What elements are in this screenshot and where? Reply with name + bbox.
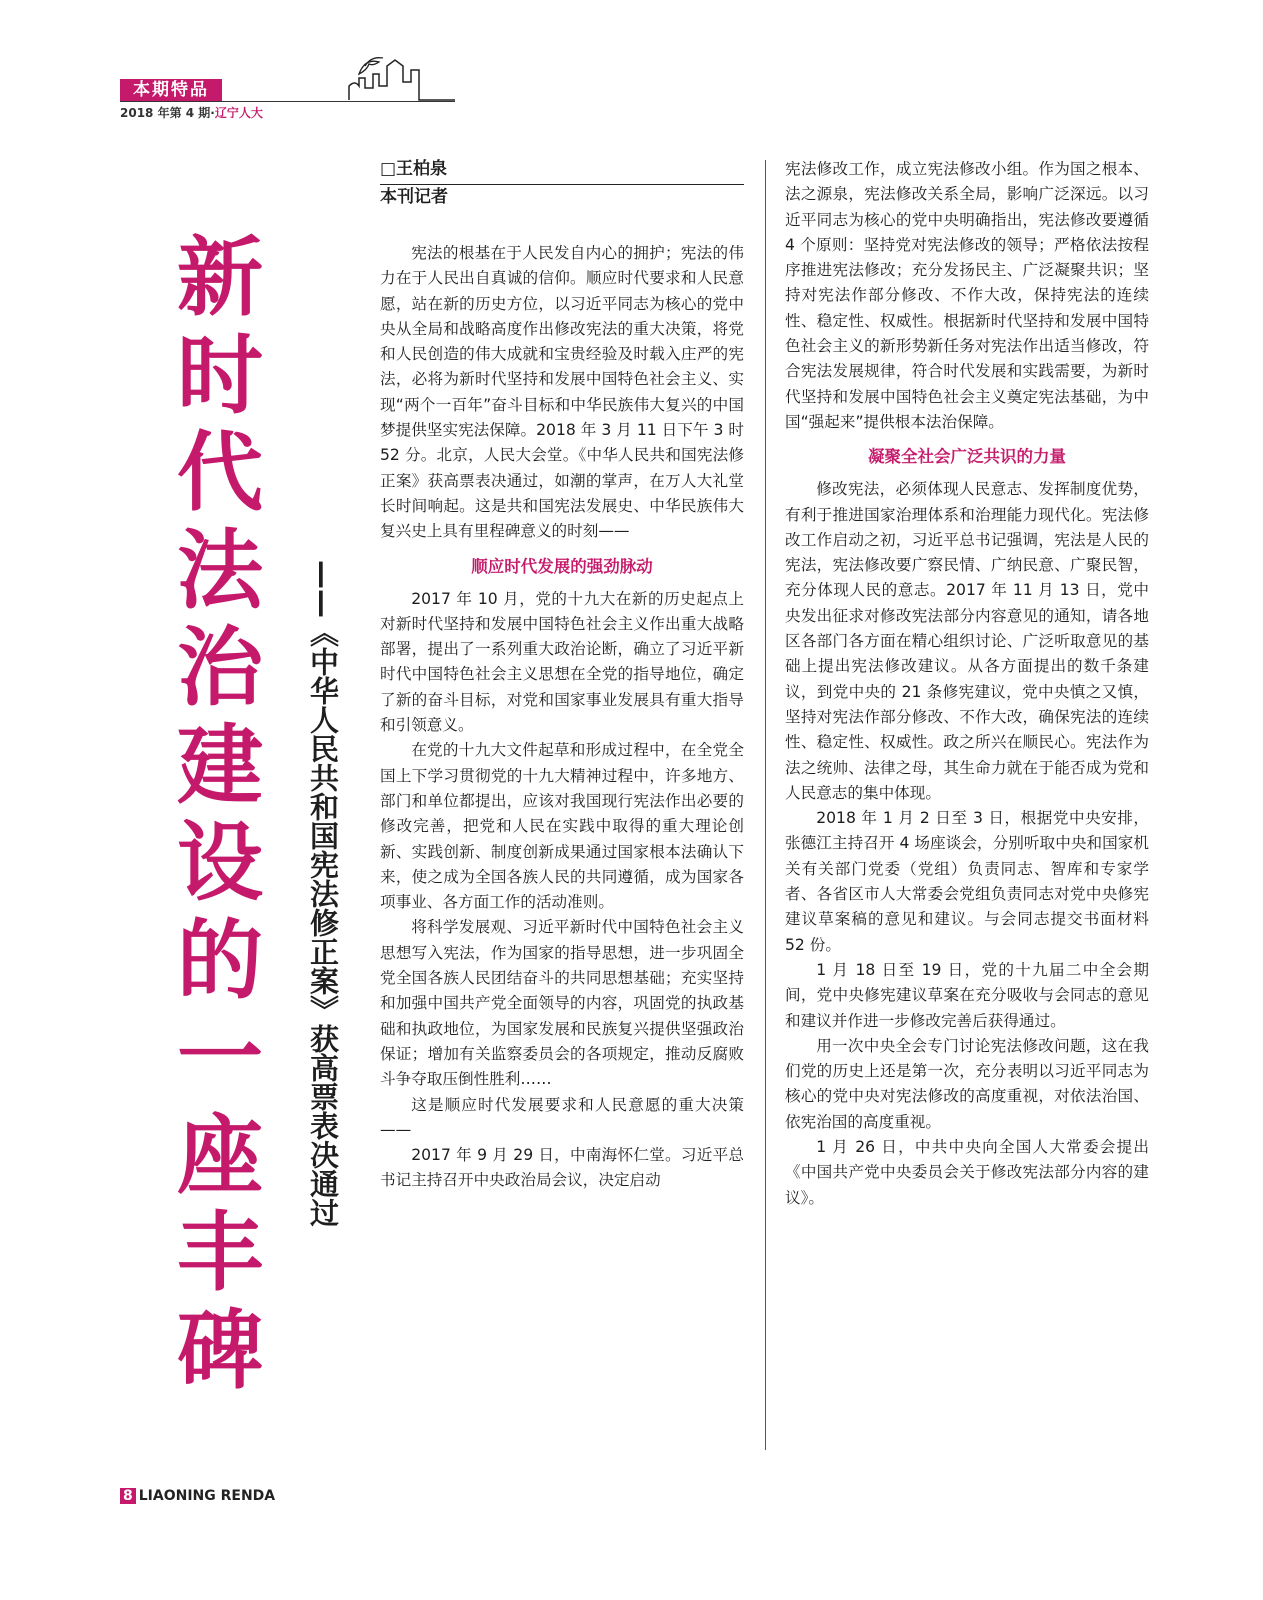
column-divider xyxy=(765,160,766,1450)
author-name: □王柏泉 xyxy=(380,157,744,185)
title-char: 治 xyxy=(177,618,263,718)
section-tag: 本期特品 xyxy=(120,79,222,101)
paragraph: 2017 年 10 月，党的十九大在新的历史起点上对新时代坚持和发展中国特色社会主义作出重大战略部署，提出了一系列重大政治论断，确立了习近平新时代中国特色社会主义思想在全党的指导地位，确定了新的奋斗目标，对党和国家事业发展具有重大指导和引领意义。 xyxy=(380,589,744,735)
paragraph: 用一次中央全会专门讨论宪法修改问题，这在我们党的历史上还是第一次，充分表明以习近平同志为核心的党中央对宪法修改的高度重视，对依法治国、依宪治国的高度重视。 xyxy=(785,1036,1149,1131)
paragraph: 1 月 18 日至 19 日，党的十九届二中全会期间，党中央修宪建议草案在充分吸收与会同志的意见和建议并作进一步修改完善后获得通过。 xyxy=(785,960,1149,1030)
column-left xyxy=(380,241,744,1194)
paragraph: 2017 年 9 月 29 日，中南海怀仁堂。习近平总书记主持召开中央政治局会议，决定启动 xyxy=(380,1146,744,1190)
title-char: 代 xyxy=(177,423,263,523)
byline xyxy=(380,157,744,210)
publication-name: 辽宁人大 xyxy=(214,106,263,120)
title-char: 碑 xyxy=(177,1300,263,1401)
title-char: 一 xyxy=(177,1008,263,1108)
section-heading: 凝聚全社会广泛共识的力量 xyxy=(868,447,1066,467)
title-char: 丰 xyxy=(177,1203,263,1303)
title-char: 座 xyxy=(177,1105,263,1206)
title-char: 建 xyxy=(177,715,263,816)
article-title xyxy=(170,230,270,1400)
column-right xyxy=(785,157,1149,1211)
title-char: 法 xyxy=(177,520,263,621)
paragraph: 在党的十九大文件起草和形成过程中，在全党全国上下学习贯彻党的十九大精神过程中，许多地方、部门和单位都提出，应该对我国现行宪法作出必要的修改完善，把党和人民在实践中取得的重大理论创新、实践创新、制度创新成果通过国家根本法确认下来，使之成为全国各族人民的共同遵循，成为国家各项事业、各方面工作的活动准则。 xyxy=(380,741,744,912)
article-subtitle: ——《中华人民共和国宪法修正案》获高票表决通过 xyxy=(306,560,340,1227)
title-char: 新 xyxy=(177,228,263,328)
author-role: 本刊记者 xyxy=(380,187,448,207)
footer-publication: LIAONING RENDA xyxy=(138,1488,276,1504)
paragraph: 宪法修改工作，成立宪法修改小组。作为国之根本、法之源泉，宪法修改关系全局，影响广泛深远。以习近平同志为核心的党中央明确指出，宪法修改要遵循 4 个原则：坚持党对宪法修改的领导；严格依法按程序推进宪法修改；充分发扬民主、广泛凝聚共识；坚持对宪法作部分修改、不作大改，保持宪法的连续性、稳定性、权威性。根据新时代坚持和发展中国特色社会主义的新形势新任务对宪法作出适当修改，符合宪法发展规律，符合时代发展和实践需要，为新时代坚持和发展中国特色社会主义奠定宪法基础，为中国“强起来”提供根本法治保障。 xyxy=(785,160,1149,431)
title-char: 的 xyxy=(177,910,263,1011)
city-skyline-icon xyxy=(345,52,455,102)
title-char: 时 xyxy=(177,325,263,426)
paragraph: 将科学发展观、习近平新时代中国特色社会主义思想写入宪法，作为国家的指导思想，进一步巩固全党全国各族人民团结奋斗的共同思想基础；充实坚持和加强中国共产党全面领导的内容，巩固党的执政基础和执政地位，为国家发展和民族复兴提供坚强政治保证；增加有关监察委员会的各项规定，推动反腐败斗争夺取压倒性胜利…… xyxy=(380,918,744,1089)
paragraph: 2018 年 1 月 2 日至 3 日，根据党中央安排，张德江主持召开 4 场座谈会，分别听取中央和国家机关有关部门党委（党组）负责同志、智库和专家学者、各省区市人大常委会党组负责同志对党中央修宪建议草案稿的意见和建议。与会同志提交书面材料 52 份。 xyxy=(785,809,1149,954)
paragraph: 这是顺应时代发展要求和人民意愿的重大决策—— xyxy=(380,1095,744,1139)
paragraph: 宪法的根基在于人民发自内心的拥护；宪法的伟力在于人民出自真诚的信仰。顺应时代要求和人民意愿，站在新的历史方位，以习近平同志为核心的党中央从全局和战略高度作出修改宪法的重大决策，将党和人民创造的伟大成就和宝贵经验及时载入庄严的宪法，必将为新时代坚持和发展中国特色社会主义、实现“两个一百年”奋斗目标和中华民族伟大复兴的中国梦提供坚实宪法保障。2018 年 3 月 11 日下午 3 时 52 分。北京，人民大会堂。《中华人民共和国宪法修正案》获高票表决通过，如潮的掌声，在万人大礼堂长时间响起。这是共和国宪法发展史、中华民族伟大复兴史上具有里程碑意义的时刻—— xyxy=(380,244,744,541)
paragraph: 1 月 26 日，中共中央向全国人大常委会提出《中国共产党中央委员会关于修改宪法部分内容的建议》。 xyxy=(785,1137,1149,1207)
page-number: 8 xyxy=(120,1488,136,1504)
paragraph: 修改宪法，必须体现人民意志、发挥制度优势，有利于推进国家治理体系和治理能力现代化。宪法修改工作启动之初，习近平总书记强调，宪法是人民的宪法，宪法修改要广察民情、广纳民意、广聚民智，充分体现人民的意志。2017 年 11 月 13 日，党中央发出征求对修改宪法部分内容意见的通知，请各地区各部门各方面在精心组织讨论、广泛听取意见的基础上提出宪法修改建议。从各方面提出的数千条建议，到党中央的 21 条修宪建议，党中央慎之又慎，坚持对宪法作部分修改、不作大改，确保宪法的连续性、稳定性、权威性。政之所兴在顺民心。宪法作为法之统帅、法律之母，其生命力就在于能否成为党和人民意志的集中体现。 xyxy=(785,480,1149,802)
section-heading: 顺应时代发展的强劲脉动 xyxy=(471,556,653,576)
issue-number: 2018 年第 4 期· xyxy=(120,106,215,120)
page-footer xyxy=(120,1488,275,1504)
title-char: 设 xyxy=(177,813,263,913)
issue-info xyxy=(120,104,263,121)
